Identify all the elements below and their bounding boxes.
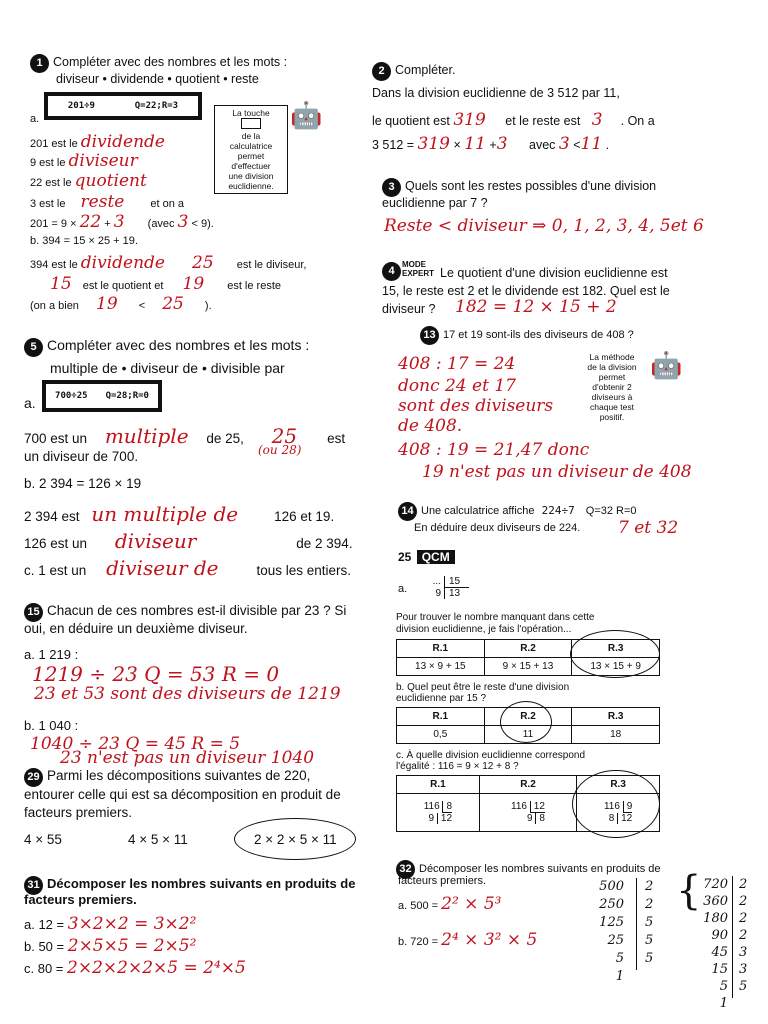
ex5-b: b. 2 394 = 126 × 19 <box>24 476 142 491</box>
ex32-a: a. 500 = 2² × 5³ <box>398 894 502 914</box>
ex5-b2: 126 est un diviseur de 2 394. <box>24 529 353 553</box>
ex1-line2: 9 est le diviseur <box>30 151 138 171</box>
ex1-b3: (on a bien 19 < 25 ). <box>30 294 212 314</box>
ex29-opt2: 4 × 5 × 11 <box>128 832 188 847</box>
ex32-500-divisors: 2 2 5 5 5 <box>636 878 653 970</box>
ex32-b: b. 720 = 2⁴ × 3² × 5 <box>398 930 538 950</box>
robot-icon: 🤖 <box>290 100 323 130</box>
table-header: R.2 <box>484 708 572 726</box>
ex15-title: 15 Chacun de ces nombres est-il divisible par 23 ? Si <box>24 603 346 622</box>
ex3-answer: Reste < diviseur ⇒ 0, 1, 2, 3, 4, 5et 6 <box>384 216 704 236</box>
table-cell: 116 8 9 12 <box>397 794 480 832</box>
ex32-title: 32 Décomposer les nombres suivants en produits de <box>396 860 661 879</box>
table-cell: 13 × 9 + 15 <box>397 658 485 676</box>
ex13-line2: donc 24 et 17 <box>398 376 516 396</box>
ex13-method-note: La méthode de la division permet d'obtenir 2 diviseurs à chaque test positif. <box>582 350 642 424</box>
ex29-opt1: 4 × 55 <box>24 832 62 847</box>
ex15-b-answer: 23 n'est pas un diviseur 1040 <box>60 748 315 768</box>
table-header: R.1 <box>397 776 480 794</box>
ex3-title: 3 Quels sont les restes possibles d'une division <box>382 178 656 197</box>
ex15-a-work: 1219 ÷ 23 Q = 53 R = 0 <box>32 662 280 686</box>
ex31-b: b. 50 = 2×5×5 = 2×5² <box>24 936 197 956</box>
ex1-line1: 201 est le dividende <box>30 132 165 152</box>
ex5-c: c. 1 est un diviseur de tous les entiers. <box>24 556 352 580</box>
ex5-words: multiple de • diviseur de • divisible par <box>50 360 285 376</box>
ex25-b-question2: euclidienne par 15 ? <box>396 693 487 704</box>
ex32-720-dividends: 720 360 180 90 45 15 5 1 <box>703 877 728 1011</box>
ex5-calculator-display: 700÷25 Q=28;R=0 <box>42 380 162 412</box>
ex31-a: a. 12 = 3×2×2 = 3×2² <box>24 914 197 934</box>
ex13-line1: 408 : 17 = 24 <box>398 354 516 374</box>
ex4-mode-badge: MODE EXPERT <box>402 260 435 278</box>
ex25-c-circle-mark <box>572 770 660 838</box>
ex4-text1: Le quotient d'une division euclidienne est <box>440 266 668 280</box>
ex25-c-question1: c. À quelle division euclidienne correspond <box>396 750 586 761</box>
table-header: R.3 <box>572 640 660 658</box>
ex32-720-divisors: 2 2 2 2 3 3 5 <box>732 876 747 998</box>
table-cell: 11 <box>484 726 572 744</box>
ex4-text3: diviseur ? <box>382 302 436 316</box>
ex2-line1: Dans la division euclidienne de 3 512 par 11, <box>372 86 620 100</box>
ex25-a-question2: division euclidienne, je fais l'opération... <box>396 624 572 635</box>
ex13-line4: de 408. <box>398 416 463 436</box>
ex5-b1: 2 394 est un multiple de 126 et 19. <box>24 502 335 526</box>
ex25-a-question1: Pour trouver le nombre manquant dans cette <box>396 612 595 623</box>
ex31-c: c. 80 = 2×2×2×2×5 = 2⁴×5 <box>24 958 246 978</box>
ex3-title2: euclidienne par 7 ? <box>382 196 488 210</box>
table-header: R.2 <box>479 776 576 794</box>
table-header: R.3 <box>577 776 660 794</box>
ex25-b-question1: b. Quel peut être le reste d'une division <box>396 682 570 693</box>
ex15-b: b. 1 040 : <box>24 718 79 733</box>
ex2-quotient: le quotient est 319 et le reste est 3 . On a <box>372 110 655 130</box>
ex25-a-division: ... 15 9 13 <box>415 576 469 599</box>
ex14-line1: 14 Une calculatrice affiche 224÷7 Q=32 R=0 <box>398 502 637 521</box>
table-header: R.3 <box>572 708 660 726</box>
table-cell: 18 <box>572 726 660 744</box>
robot-icon: 🤖 <box>650 350 683 380</box>
ex1-b2: 15 est le quotient et 19 est le reste <box>50 274 282 294</box>
ex29-opt3: 2 × 2 × 5 × 11 <box>254 832 337 847</box>
table-header: R.1 <box>397 708 485 726</box>
ex1-title: 1 Compléter avec des nombres et les mots : <box>30 54 287 73</box>
table-cell: 9 × 15 + 13 <box>484 658 572 676</box>
ex5-a-label: a. <box>24 395 36 411</box>
ex29-title2: entourer celle qui est sa décomposition en produit de <box>24 787 341 802</box>
ex15-title2: oui, en déduire un deuxième diviseur. <box>24 621 248 636</box>
ex13-line6: 19 n'est pas un diviseur de 408 <box>422 462 692 482</box>
table-cell: 0,5 <box>397 726 485 744</box>
table-header: R.1 <box>397 640 485 658</box>
ex32-brace: { <box>676 868 702 914</box>
ex14-answer: 7 et 32 <box>618 518 679 538</box>
ex4-number-badge: 4 <box>382 262 401 281</box>
ex15-a-answer: 23 et 53 sont des diviseurs de 1219 <box>34 684 341 704</box>
table-cell: 116 12 9 8 <box>479 794 576 832</box>
ex31-title: 31 Décomposer les nombres suivants en produits de <box>24 876 355 895</box>
ex1-words: diviseur • dividende • quotient • reste <box>56 72 259 86</box>
ex13-title: 13 17 et 19 sont-ils des diviseurs de 408 ? <box>420 326 634 345</box>
table-cell: 116 9 8 12 <box>577 794 660 832</box>
ex25-a-circle-mark <box>570 630 660 678</box>
ex32-500-dividends: 500 250 125 25 5 1 <box>599 879 624 984</box>
ex32-title2: facteurs premiers. <box>398 875 487 887</box>
ex4-answer: 182 = 12 × 15 + 2 <box>455 297 617 317</box>
ex1-line4: 3 est le reste et on a <box>30 192 184 212</box>
ex25-c-question2: l'égalité : 116 = 9 × 12 + 8 ? <box>396 761 519 772</box>
ex13-line3: sont des diviseurs <box>398 396 554 416</box>
ex1-calculator-note: La touche de la calculatrice permet d'effectuer une division euclidienne. <box>214 105 288 194</box>
ex31-title2: facteurs premiers. <box>24 892 137 907</box>
ex14-line2: En déduire deux diviseurs de 224. <box>414 522 581 534</box>
ex1-a-label: a. <box>30 113 40 125</box>
ex15-a: a. 1 219 : <box>24 647 79 662</box>
ex5-title: 5 Compléter avec des nombres et les mots : <box>24 337 309 357</box>
ex25-header: 25 QCM <box>398 550 455 564</box>
ex25-b-circle-mark <box>500 701 552 743</box>
ex25-a-label: a. <box>398 583 408 595</box>
table-cell: 13 × 15 + 9 <box>572 658 660 676</box>
ex5-l1: 700 est un multiple de 25, 25 est <box>24 424 346 448</box>
ex5-alt: (ou 28) <box>258 443 302 457</box>
ex2-title: 2 Compléter. <box>372 62 455 81</box>
table-header: R.2 <box>484 640 572 658</box>
ex1-line3: 22 est le quotient <box>30 171 147 191</box>
ex15-b-work: 1040 ÷ 23 Q = 45 R = 5 <box>30 734 241 754</box>
ex2-equation: 3 512 = 319 × 11 +3 avec 3 <11 . <box>372 134 610 154</box>
ex1-b1: 394 est le dividende 25 est le diviseur, <box>30 253 307 273</box>
ex1-b-line: b. 394 = 15 × 25 + 19. <box>30 235 138 247</box>
ex1-line5: 201 = 9 × 22 + 3 (avec 3 < 9). <box>30 212 214 232</box>
ex29-title3: facteurs premiers. <box>24 805 133 820</box>
ex4-text2: 15, le reste est 2 et le dividende est 182. Quel est le <box>382 284 670 298</box>
ex1-calculator-display: 201÷9 Q=22;R=3 <box>44 92 202 120</box>
ex13-line5: 408 : 19 = 21,47 donc <box>398 440 590 460</box>
ex29-title: 29 Parmi les décompositions suivantes de 220, <box>24 768 310 787</box>
ex5-l2: un diviseur de 700. <box>24 449 139 464</box>
